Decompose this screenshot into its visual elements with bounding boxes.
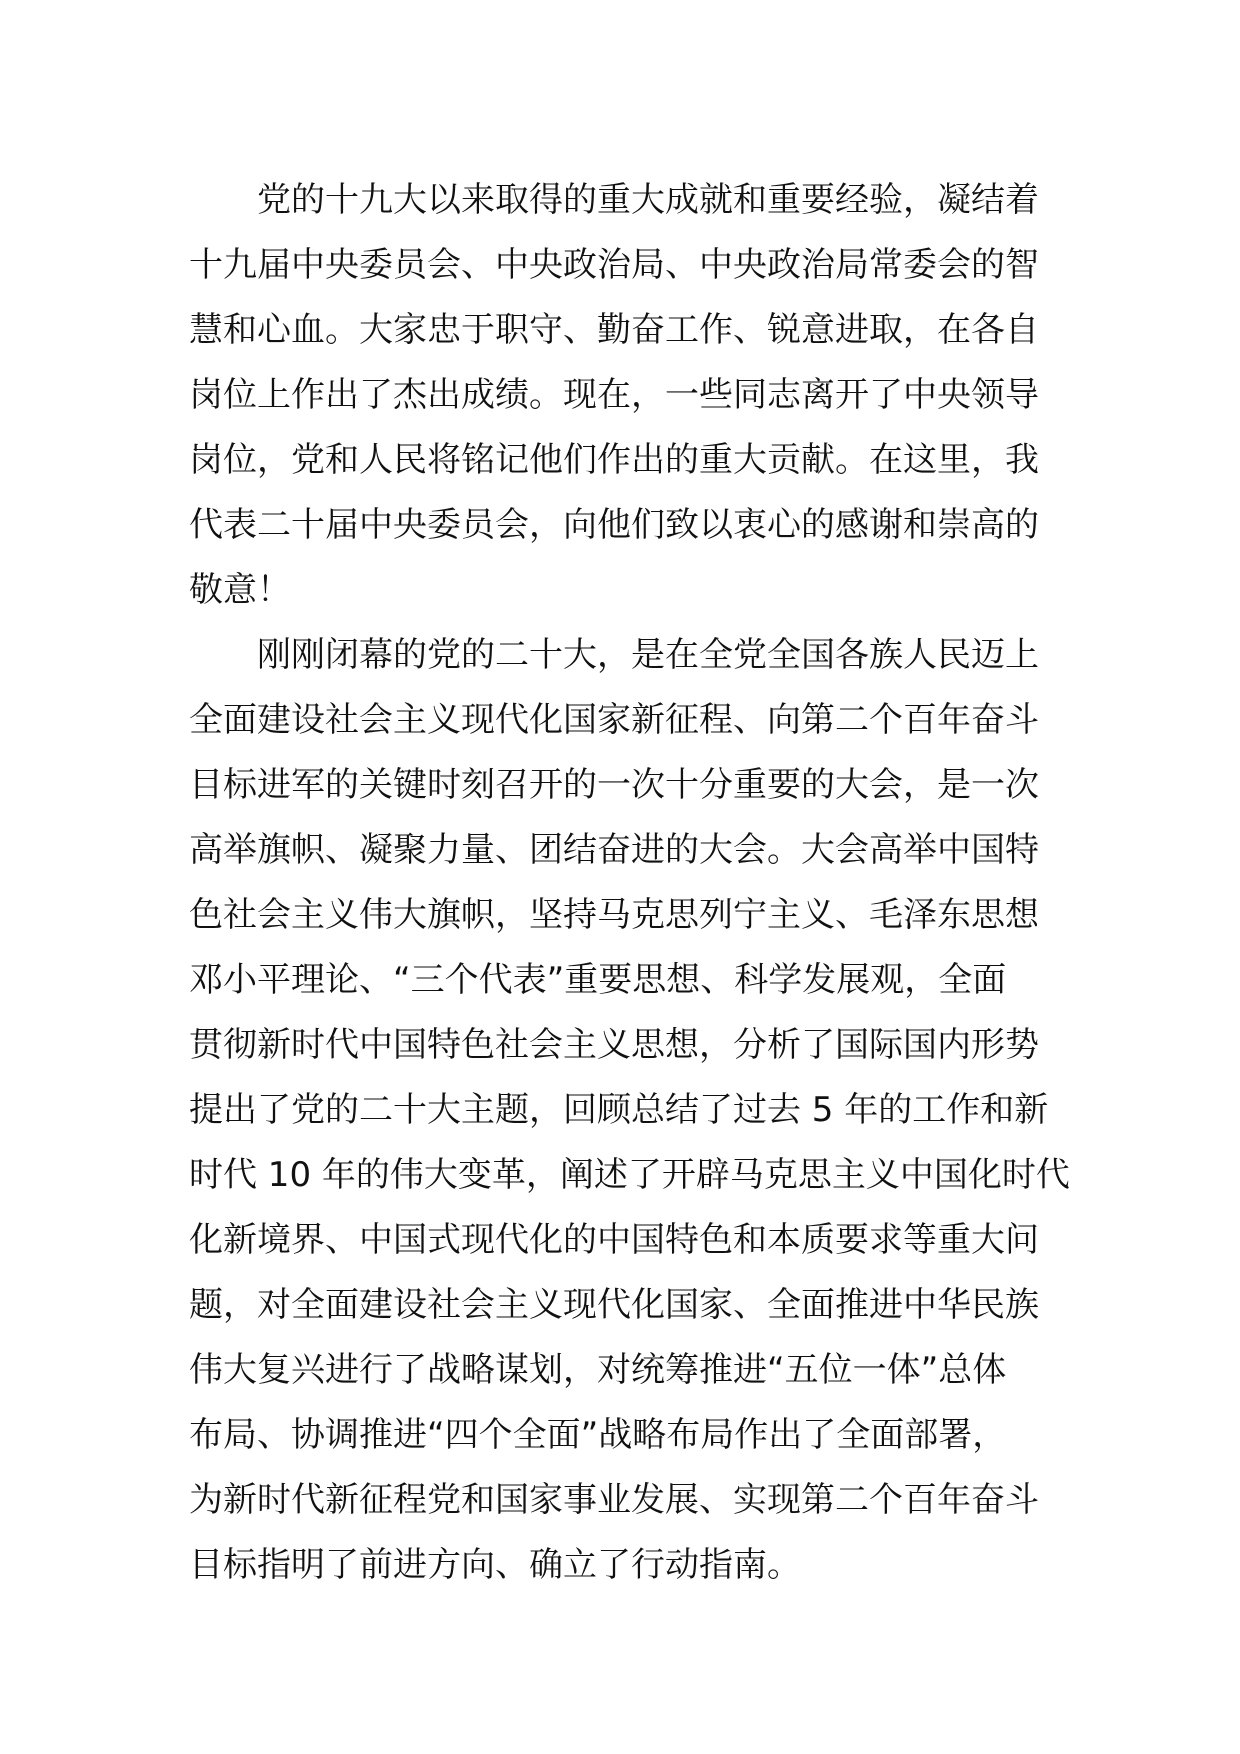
text-line: 代表二十届中央委员会，向他们致以衷心的感谢和崇高的: [189, 505, 1039, 545]
document-body: [189, 168, 1070, 1598]
text-line: 布局、协调推进“四个全面”战略布局作出了全面部署，: [189, 1415, 1007, 1455]
text-line: 刚刚闭幕的党的二十大，是在全党全国各族人民迈上: [257, 635, 1039, 675]
text-line: 贯彻新时代中国特色社会主义思想，分析了国际国内形势: [189, 1025, 1039, 1065]
text-line: 目标进军的关键时刻召开的一次十分重要的大会，是一次: [189, 765, 1039, 805]
text-line: 为新时代新征程党和国家事业发展、实现第二个百年奋斗: [189, 1480, 1039, 1520]
text-line: 岗位上作出了杰出成绩。现在，一些同志离开了中央领导: [189, 375, 1039, 415]
text-line: 时代 10 年的伟大变革，阐述了开辟马克思主义中国化时代: [189, 1155, 1070, 1195]
text-line: 色社会主义伟大旗帜，坚持马克思列宁主义、毛泽东思想: [189, 895, 1039, 935]
text-line: 高举旗帜、凝聚力量、团结奋进的大会。大会高举中国特: [189, 830, 1039, 870]
text-line: 伟大复兴进行了战略谋划，对统筹推进“五位一体”总体: [189, 1350, 1007, 1390]
paragraph-2: [189, 623, 1070, 1598]
text-line: 十九届中央委员会、中央政治局、中央政治局常委会的智: [189, 245, 1039, 285]
text-line: 邓小平理论、“三个代表”重要思想、科学发展观，全面: [189, 960, 1007, 1000]
text-line: 提出了党的二十大主题，回顾总结了过去 5 年的工作和新: [189, 1090, 1049, 1130]
text-line: 慧和心血。大家忠于职守、勤奋工作、锐意进取，在各自: [189, 310, 1039, 350]
text-line: 党的十九大以来取得的重大成就和重要经验，凝结着: [257, 180, 1039, 220]
paragraph-1: [189, 168, 1059, 623]
text-line: 敬意！: [189, 570, 291, 610]
text-line: 目标指明了前进方向、确立了行动指南。: [189, 1545, 801, 1585]
text-line: 化新境界、中国式现代化的中国特色和本质要求等重大问: [189, 1220, 1039, 1260]
text-line: 岗位，党和人民将铭记他们作出的重大贡献。在这里，我: [189, 440, 1039, 480]
text-line: 全面建设社会主义现代化国家新征程、向第二个百年奋斗: [189, 700, 1039, 740]
text-line: 题，对全面建设社会主义现代化国家、全面推进中华民族: [189, 1285, 1039, 1325]
